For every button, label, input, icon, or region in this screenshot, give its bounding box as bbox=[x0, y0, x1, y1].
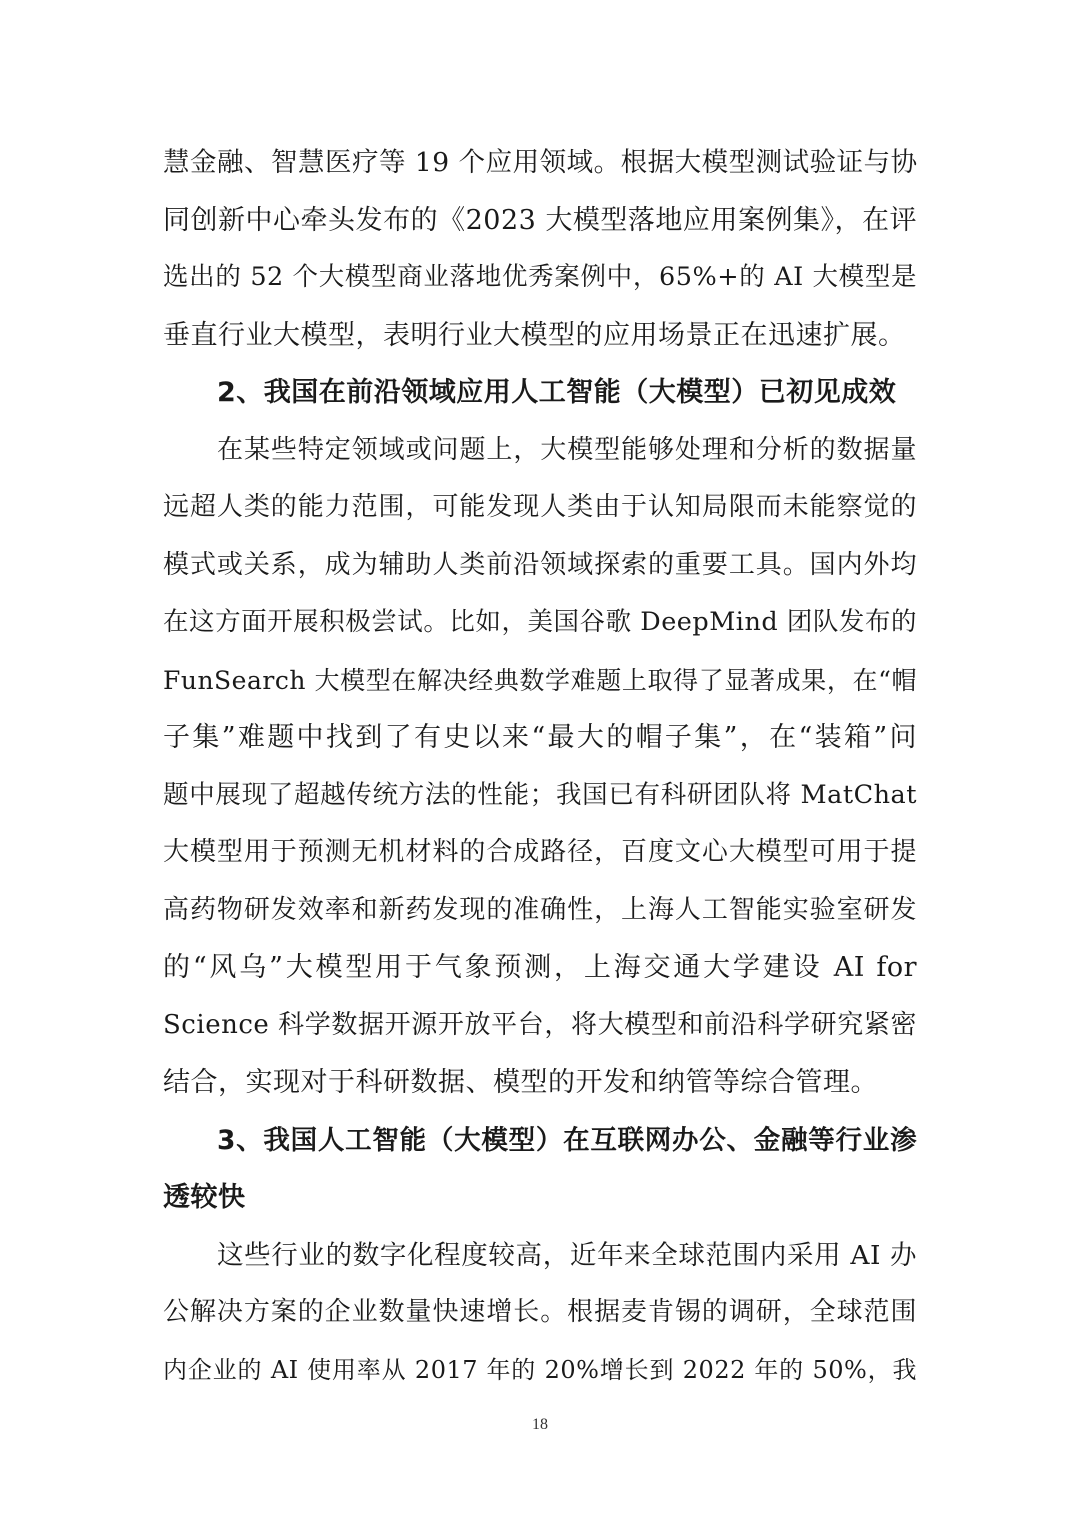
paragraph-line: 题中展现了超越传统方法的性能；我国已有科研团队将 MatChat bbox=[163, 779, 917, 810]
paragraph-line: 大模型用于预测无机材料的合成路径，百度文心大模型可用于提 bbox=[163, 837, 917, 867]
paragraph-line: 子集”难题中找到了有史以来“最大的帽子集”，在“装箱”问 bbox=[163, 722, 917, 753]
paragraph-line: 这些行业的数字化程度较高，近年来全球范围内采用 AI 办 bbox=[217, 1239, 917, 1271]
paragraph-line: 高药物研发效率和新药发现的准确性，上海人工智能实验室研发 bbox=[163, 894, 917, 925]
paragraph-line: 内企业的 AI 使用率从 2017 年的 20%增长到 2022 年的 50%，我 bbox=[163, 1355, 917, 1384]
paragraph-line: 公解决方案的企业数量快速增长。根据麦肯锡的调研，全球范围 bbox=[163, 1297, 917, 1327]
paragraph-line: 同创新中心牵头发布的《2023 大模型落地应用案例集》，在评 bbox=[163, 204, 917, 236]
paragraph-line: Science 科学数据开源开放平台，将大模型和前沿科学研究紧密 bbox=[163, 1009, 917, 1040]
paragraph-line: 垂直行业大模型，表明行业大模型的应用场景正在迅速扩展。 bbox=[163, 319, 906, 351]
paragraph-line: 在某些特定领域或问题上，大模型能够处理和分析的数据量 bbox=[217, 434, 917, 465]
page-number: 18 bbox=[532, 1416, 548, 1433]
paragraph-line: FunSearch 大模型在解决经典数学难题上取得了显著成果，在“帽 bbox=[163, 665, 917, 695]
paragraph-line: 慧金融、智慧医疗等 19 个应用领域。根据大模型测试验证与协 bbox=[163, 147, 918, 178]
paragraph-line: 选出的 52 个大模型商业落地优秀案例中，65%+的 AI 大模型是 bbox=[163, 262, 917, 292]
section-heading-2: 2、我国在前沿领域应用人工智能（大模型）已初见成效 bbox=[217, 377, 897, 408]
section-heading-3: 3、我国人工智能（大模型）在互联网办公、金融等行业渗 bbox=[217, 1124, 917, 1156]
section-heading-3-continued: 透较快 bbox=[163, 1182, 246, 1213]
body-text bbox=[163, 134, 917, 1399]
paragraph-line: 模式或关系，成为辅助人类前沿领域探索的重要工具。国内外均 bbox=[163, 549, 917, 580]
paragraph-line: 的“风乌”大模型用于气象预测，上海交通大学建设 AI for bbox=[163, 952, 917, 983]
paragraph-line: 结合，实现对于科研数据、模型的开发和纳管等综合管理。 bbox=[163, 1067, 878, 1098]
paragraph-line: 在这方面开展积极尝试。比如，美国谷歌 DeepMind 团队发布的 bbox=[163, 607, 917, 637]
paragraph-line: 远超人类的能力范围，可能发现人类由于认知局限而未能察觉的 bbox=[163, 492, 917, 522]
